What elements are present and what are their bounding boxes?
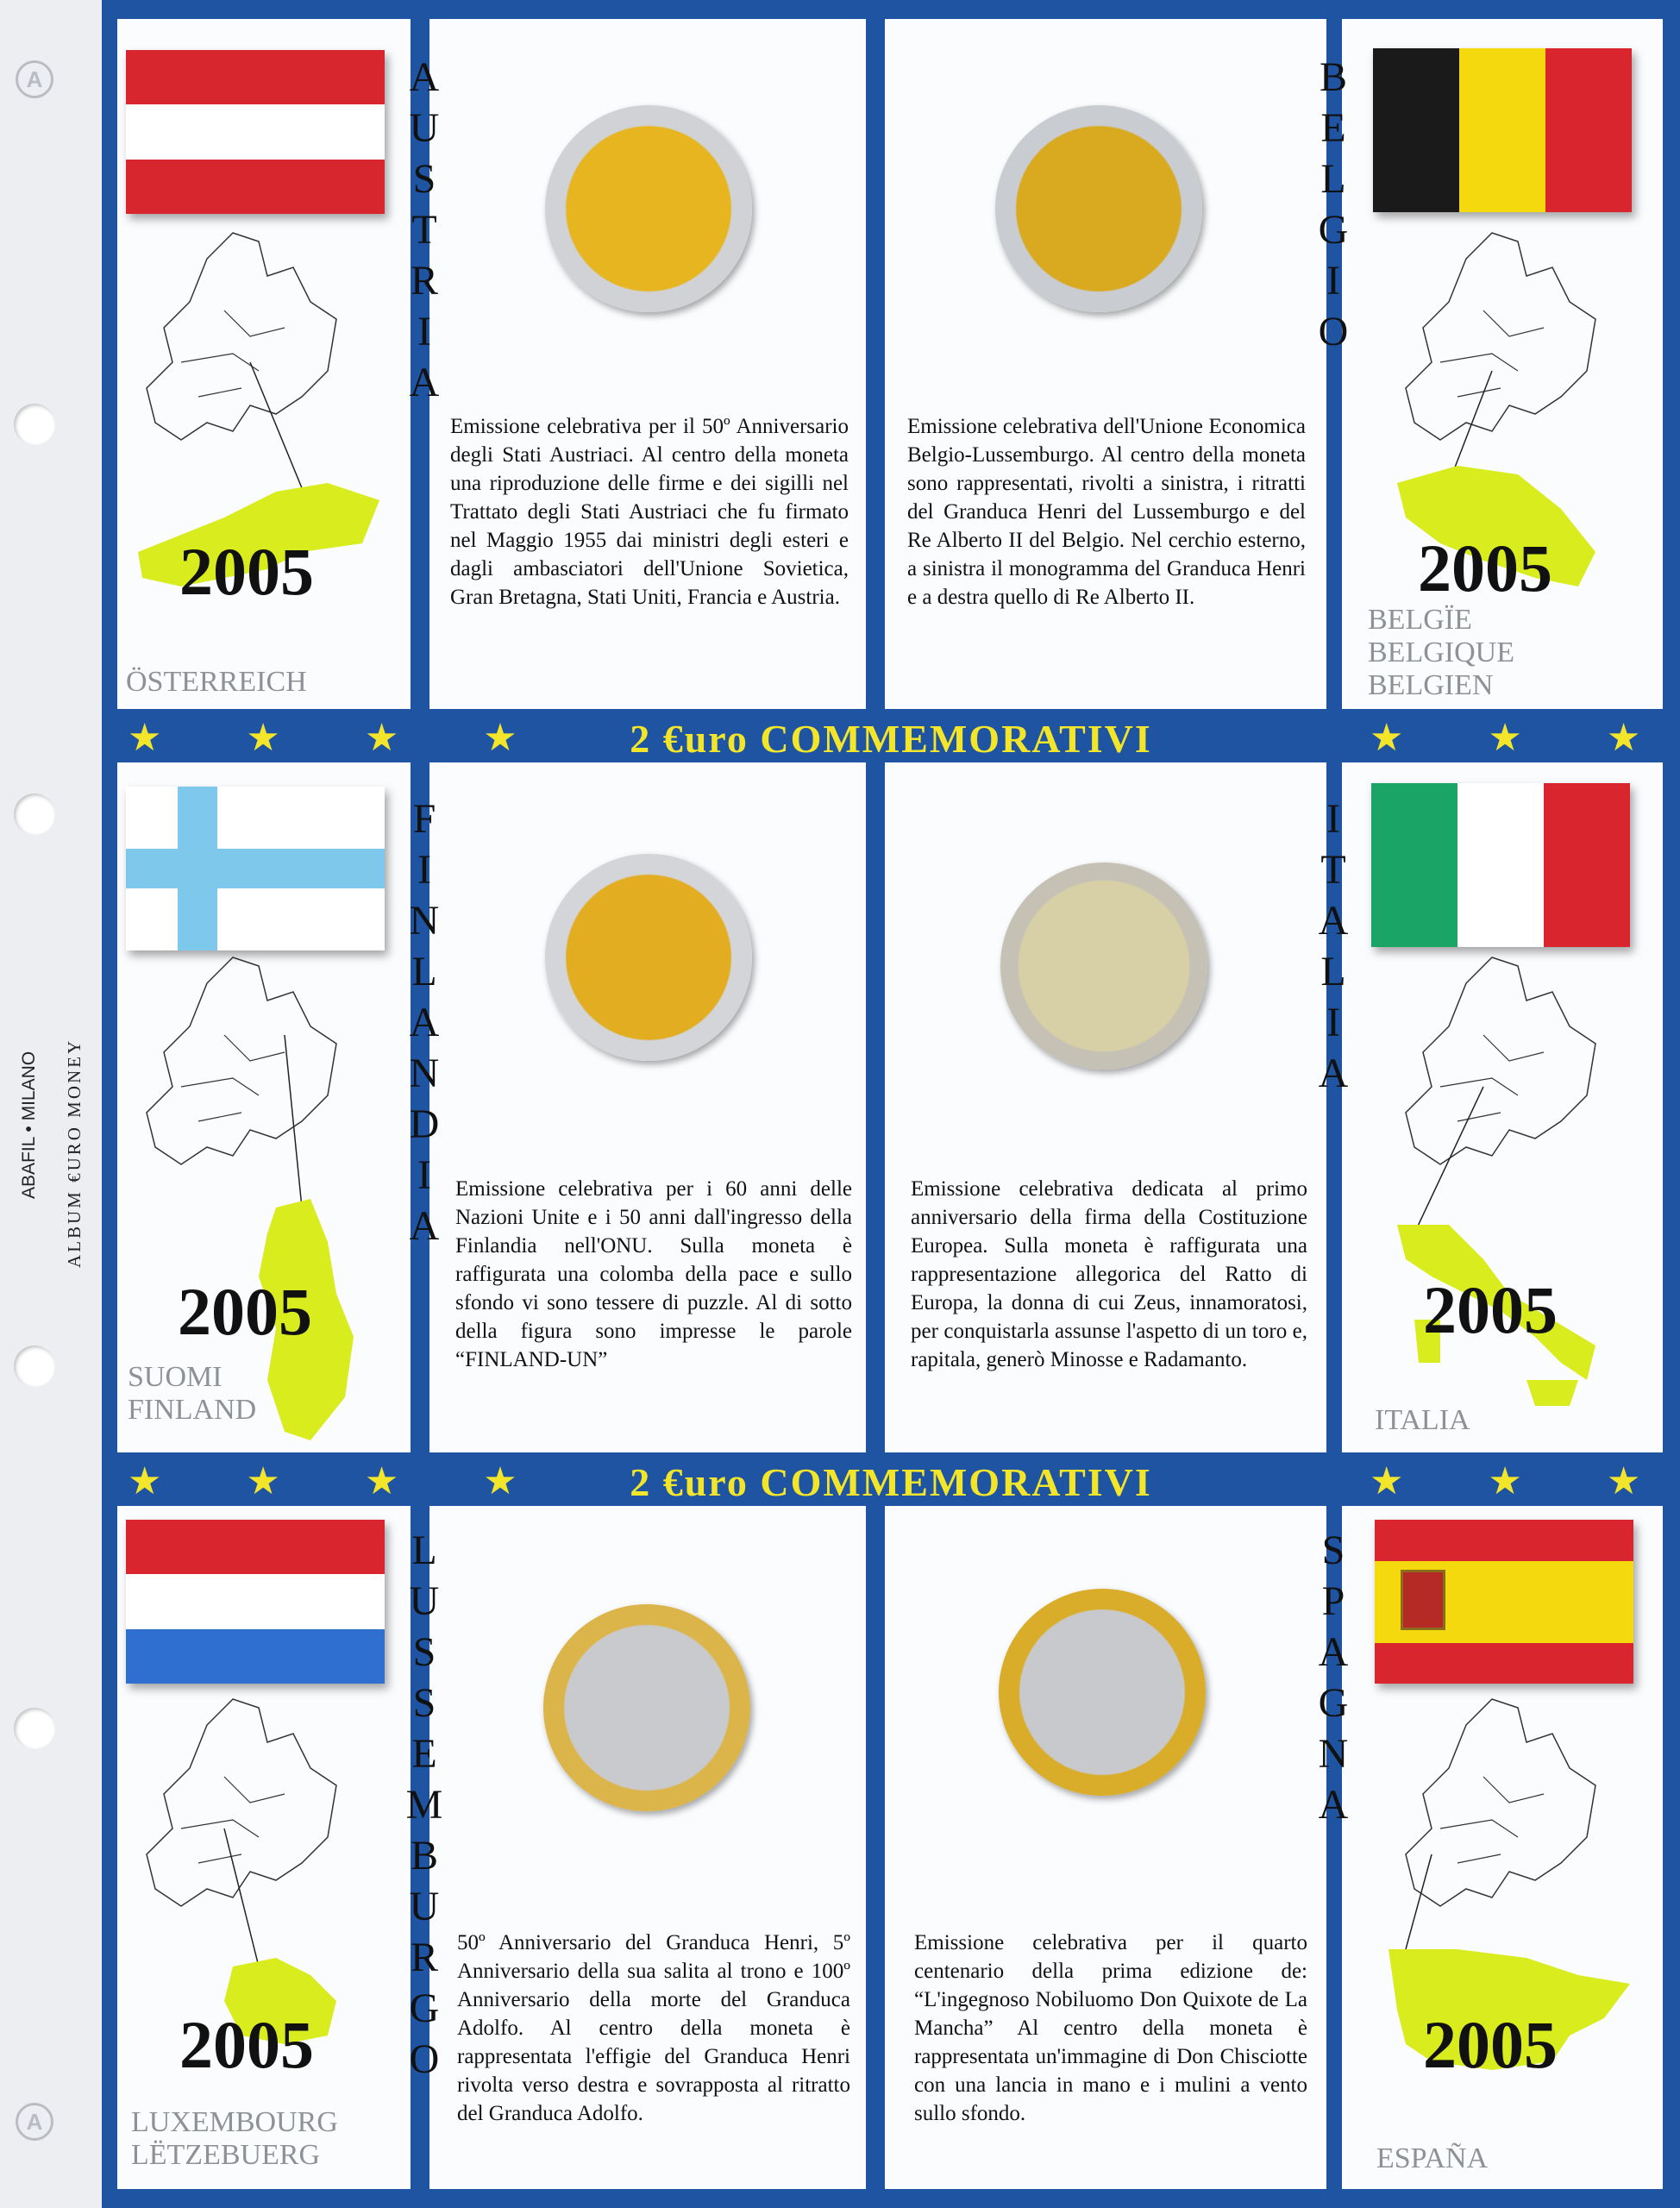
europe-map-italia [1380, 949, 1647, 1432]
year-italia: 2005 [1423, 1272, 1558, 1347]
stars-left: ★ ★ ★ ★ [128, 716, 554, 760]
coin-spagna [999, 1589, 1206, 1796]
description-lussemburgo: 50º Anniversario del Granduca Henri, 5º Anniversario della sua salita al trono e 100º Anniversario della morte del Granduca Adolfo. Al centro della moneta è rappresentata l'effigie del Granduca Henri rivolta verso destra e sovrapposta al ritratto del Granduca Adolfo. [457, 1931, 850, 2125]
flag-finlandia [126, 787, 385, 950]
flag-spagna [1375, 1520, 1633, 1684]
country-vertical-austria: A U S T R I A [409, 54, 440, 405]
flag-italia [1371, 783, 1630, 947]
europe-map-lussemburgo [129, 1690, 388, 2053]
stars-right: ★ ★ ★ [1370, 716, 1677, 760]
coin-belgio [995, 105, 1202, 312]
year-lussemburgo: 2005 [179, 2007, 314, 2082]
coat-of-arms-icon [1401, 1570, 1445, 1630]
coin-lussemburgo [543, 1604, 750, 1811]
binder-strip [0, 0, 102, 2208]
year-finlandia: 2005 [178, 1274, 312, 1349]
band-title: 2 €uro COMMEMORATIVI [630, 1460, 1152, 1504]
native-name-austria: ÖSTERREICH [126, 666, 307, 698]
punch-hole [14, 794, 55, 835]
year-belgio: 2005 [1418, 530, 1552, 605]
band-title: 2 €uro COMMEMORATIVI [630, 717, 1152, 761]
year-spagna: 2005 [1423, 2007, 1558, 2082]
description-finlandia: Emissione celebrativa per i 60 anni delle Nazioni Unite e i 50 anni dall'ingresso della Finlandia nell'ONU. Sulla moneta è raffigurata una colomba della pace e sullo sfondo vi sono tessere di puzzle. Al di sotto della figura sono impresse le parole “FINLAND-UN” [455, 1177, 852, 1371]
punch-hole [14, 404, 55, 445]
country-vertical-italia: I T A L I A [1318, 796, 1349, 1096]
country-vertical-lussemburgo: L U S S E M B U R G O [405, 1527, 443, 2082]
stars-right: ★ ★ ★ [1370, 1459, 1677, 1503]
abafil-logo-bottom: A [16, 2103, 53, 2141]
country-vertical-spagna: S P A G N A [1318, 1527, 1349, 1828]
commemorative-band [102, 1452, 1680, 1506]
native-name-italia: ITALIA [1375, 1404, 1470, 1436]
native-name-spagna: ESPAÑA [1376, 2142, 1489, 2174]
country-vertical-belgio: B E L G I O [1318, 54, 1349, 354]
flag-lussemburgo [126, 1520, 385, 1684]
abafil-logo-top: A [16, 60, 53, 98]
coin-italia [1000, 862, 1207, 1070]
native-name-finlandia: SUOMI FINLAND [128, 1361, 257, 1426]
description-italia: Emissione celebrativa dedicata al primo anniversario della firma della Costituzione Europea. Sulla moneta è raffigurata una rappresentazione allegorica del Ratto di Europa, la donna di cui Zeus, innamoratosi, per conquistarla assunse l'aspetto di un toro e, rapitala, generò Minosse e Radamanto. [911, 1177, 1307, 1371]
native-name-lussemburgo: LUXEMBOURG LËTZEBUERG [131, 2106, 338, 2171]
country-vertical-finlandia: F I N L A N D I A [409, 796, 440, 1249]
flag-belgio [1373, 48, 1632, 212]
description-austria: Emissione celebrativa per il 50º Anniversario degli Stati Austriaci. Al centro della moneta una riproduzione delle firme e dei sigilli nel Trattato degli Stati Austriaci che fu firmato nel Maggio 1955 dai ministri degli esteri e dagli ambasciatori dell'Unione Sovietica, Gran Bretagna, Stati Uniti, Francia e Austria. [450, 415, 849, 609]
year-austria: 2005 [179, 534, 314, 609]
punch-hole [14, 1346, 55, 1387]
coin-finlandia [545, 854, 752, 1061]
album-label: ALBUM €URO MONEY [64, 1038, 85, 1268]
publisher-label: ABAFIL • MILANO [19, 1051, 39, 1199]
commemorative-band [102, 709, 1680, 762]
flag-austria [126, 50, 385, 214]
native-name-belgio: BELGÏE BELGIQUE BELGIEN [1368, 604, 1514, 701]
description-belgio: Emissione celebrativa dell'Unione Economica Belgio-Lussemburgo. Al centro della moneta sono rappresentati, rivolti a sinistra, i ritratti del Granduca Henri del Lussemburgo e del Re Alberto II del Belgio. Nel cerchio esterno, a sinistra il monogramma del Granduca Henri e a destra quello di Re Alberto II. [907, 415, 1306, 609]
punch-hole [14, 1708, 55, 1749]
coin-austria [545, 105, 752, 312]
description-spagna: Emissione celebrativa per il quarto centenario della prima edizione de: “L'ingegnoso Nobiluomo Don Quixote de La Mancha” Al centro della moneta è rappresentata un'immagine di Don Chisciotte con una lancia in mano e i mulini a vento sullo sfondo. [914, 1931, 1307, 2125]
stars-left: ★ ★ ★ ★ [128, 1459, 554, 1503]
